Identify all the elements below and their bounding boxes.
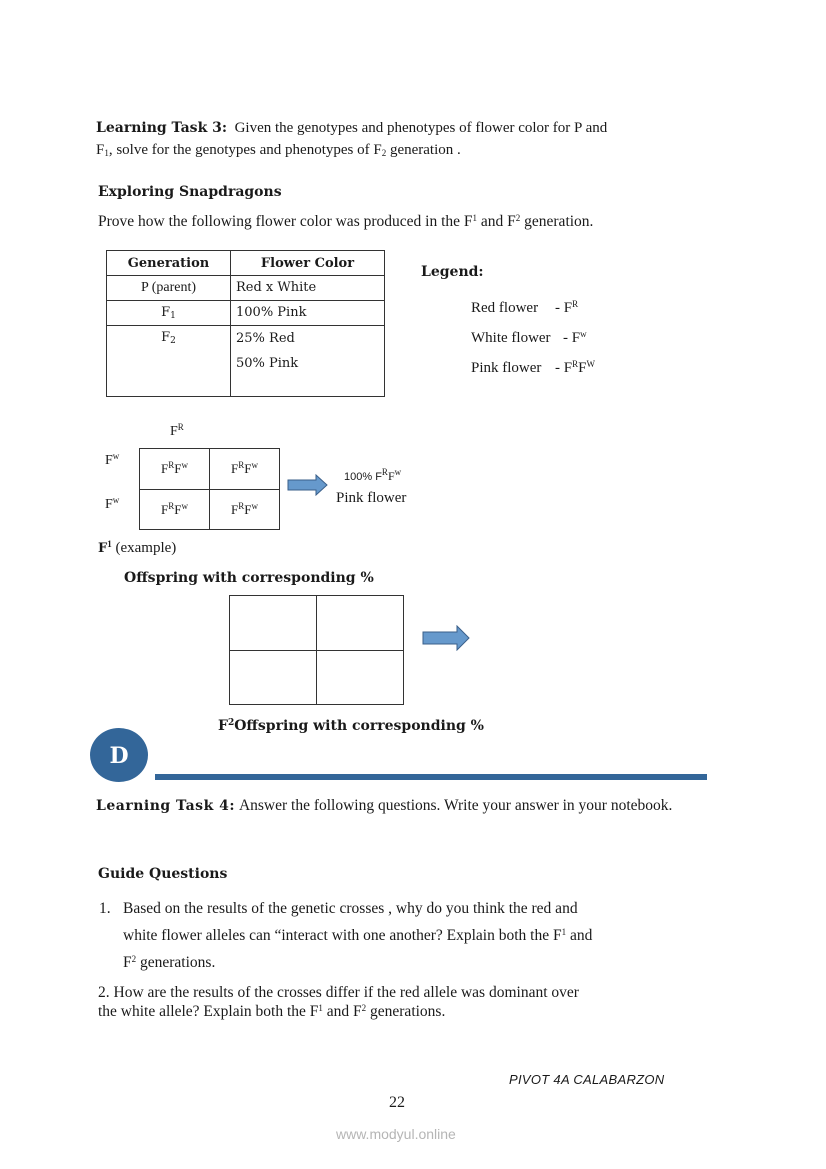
- cell-generation: P (parent): [107, 276, 231, 301]
- top-allele: $F^R$: [170, 422, 184, 439]
- punnett-square-f2: [229, 595, 404, 705]
- guide-questions-title: Guide Questions: [98, 866, 228, 882]
- watermark: www.modyul.online: [336, 1126, 456, 1142]
- task3-intro: Learning Task 3: Given the genotypes and phenotypes of flower color for P and $F_1$, solve for the genotypes and phenotypes of $F_2$ generation .: [96, 120, 608, 158]
- prove-instruction: Prove how the following flower color was produced in the $F^1$ and $F^2$ generation.: [98, 213, 594, 230]
- punnett-cell: $F^RF^w$: [210, 490, 280, 530]
- task4-intro: Learning Task 4: Answer the following questions. Write your answer in your notebook.: [96, 797, 673, 814]
- legend-title: Legend:: [421, 264, 484, 280]
- legend-item-red: Red flower - $F^R$: [471, 299, 579, 316]
- section-d-badge: D: [90, 728, 148, 782]
- cell-color: 25% Red 50% Pink: [231, 326, 385, 397]
- guide-question-2: 2. How are the results of the crosses differ if the red allele was dominant over the white allele? Explain both the $F^1$ and $F^2$ generations.: [98, 984, 579, 1020]
- table-header-row: [107, 251, 385, 276]
- legend: [471, 293, 595, 383]
- punnett-cell-empty[interactable]: [317, 596, 404, 651]
- task3-label: Learning Task 3:: [96, 120, 228, 136]
- section-title: Exploring Snapdragons: [98, 184, 282, 200]
- f1-caption: $F^1$ (example): [98, 539, 177, 556]
- cell-color: Red x White: [231, 276, 385, 301]
- punnett-cell: $F^RF^w$: [210, 449, 280, 490]
- f1-result-label: Pink flower: [336, 490, 407, 506]
- footer-series: PIVOT 4A CALABARZON: [509, 1072, 665, 1087]
- legend-item-pink: Pink flower - $F^RF^W$: [471, 359, 595, 376]
- cell-generation: $F_2$: [107, 326, 231, 397]
- header-generation: Generation: [107, 251, 231, 276]
- offspring-f1-label: Offspring with corresponding %: [124, 570, 374, 586]
- punnett-cell: $F^RF^w$: [140, 449, 210, 490]
- legend-item-white: White flower - $F^w$: [471, 329, 587, 346]
- arrow-right-icon: [422, 625, 472, 651]
- f1-result-percent: 100% $F^RF^w$: [344, 467, 402, 483]
- header-flower-color: Flower Color: [231, 251, 385, 276]
- guide-question-1: 1. Based on the results of the genetic crosses , why do you think the red and white flower alleles can “interact with one another? Explain both the $F^1$ and $F^2$ generations.: [99, 900, 593, 971]
- section-divider: [155, 774, 707, 780]
- left-allele: $F^w$: [105, 495, 120, 512]
- punnett-cell-empty[interactable]: [317, 651, 404, 705]
- table-row: [107, 276, 385, 301]
- punnett-cell: $F^RF^w$: [140, 490, 210, 530]
- arrow-right-icon: [287, 474, 329, 496]
- punnett-cell-empty[interactable]: [230, 596, 317, 651]
- page-number: 22: [389, 1094, 405, 1111]
- offspring-f2-label: $F^2Offspring$ with corresponding %: [218, 718, 484, 734]
- punnett-cell-empty[interactable]: [230, 651, 317, 705]
- generation-table: [106, 250, 385, 397]
- punnett-square-f1: [139, 448, 280, 530]
- table-row: [107, 326, 385, 397]
- table-row: [107, 301, 385, 326]
- left-allele: $F^w$: [105, 451, 120, 468]
- cell-generation: $F_1$: [107, 301, 231, 326]
- cell-color: 100% Pink: [231, 301, 385, 326]
